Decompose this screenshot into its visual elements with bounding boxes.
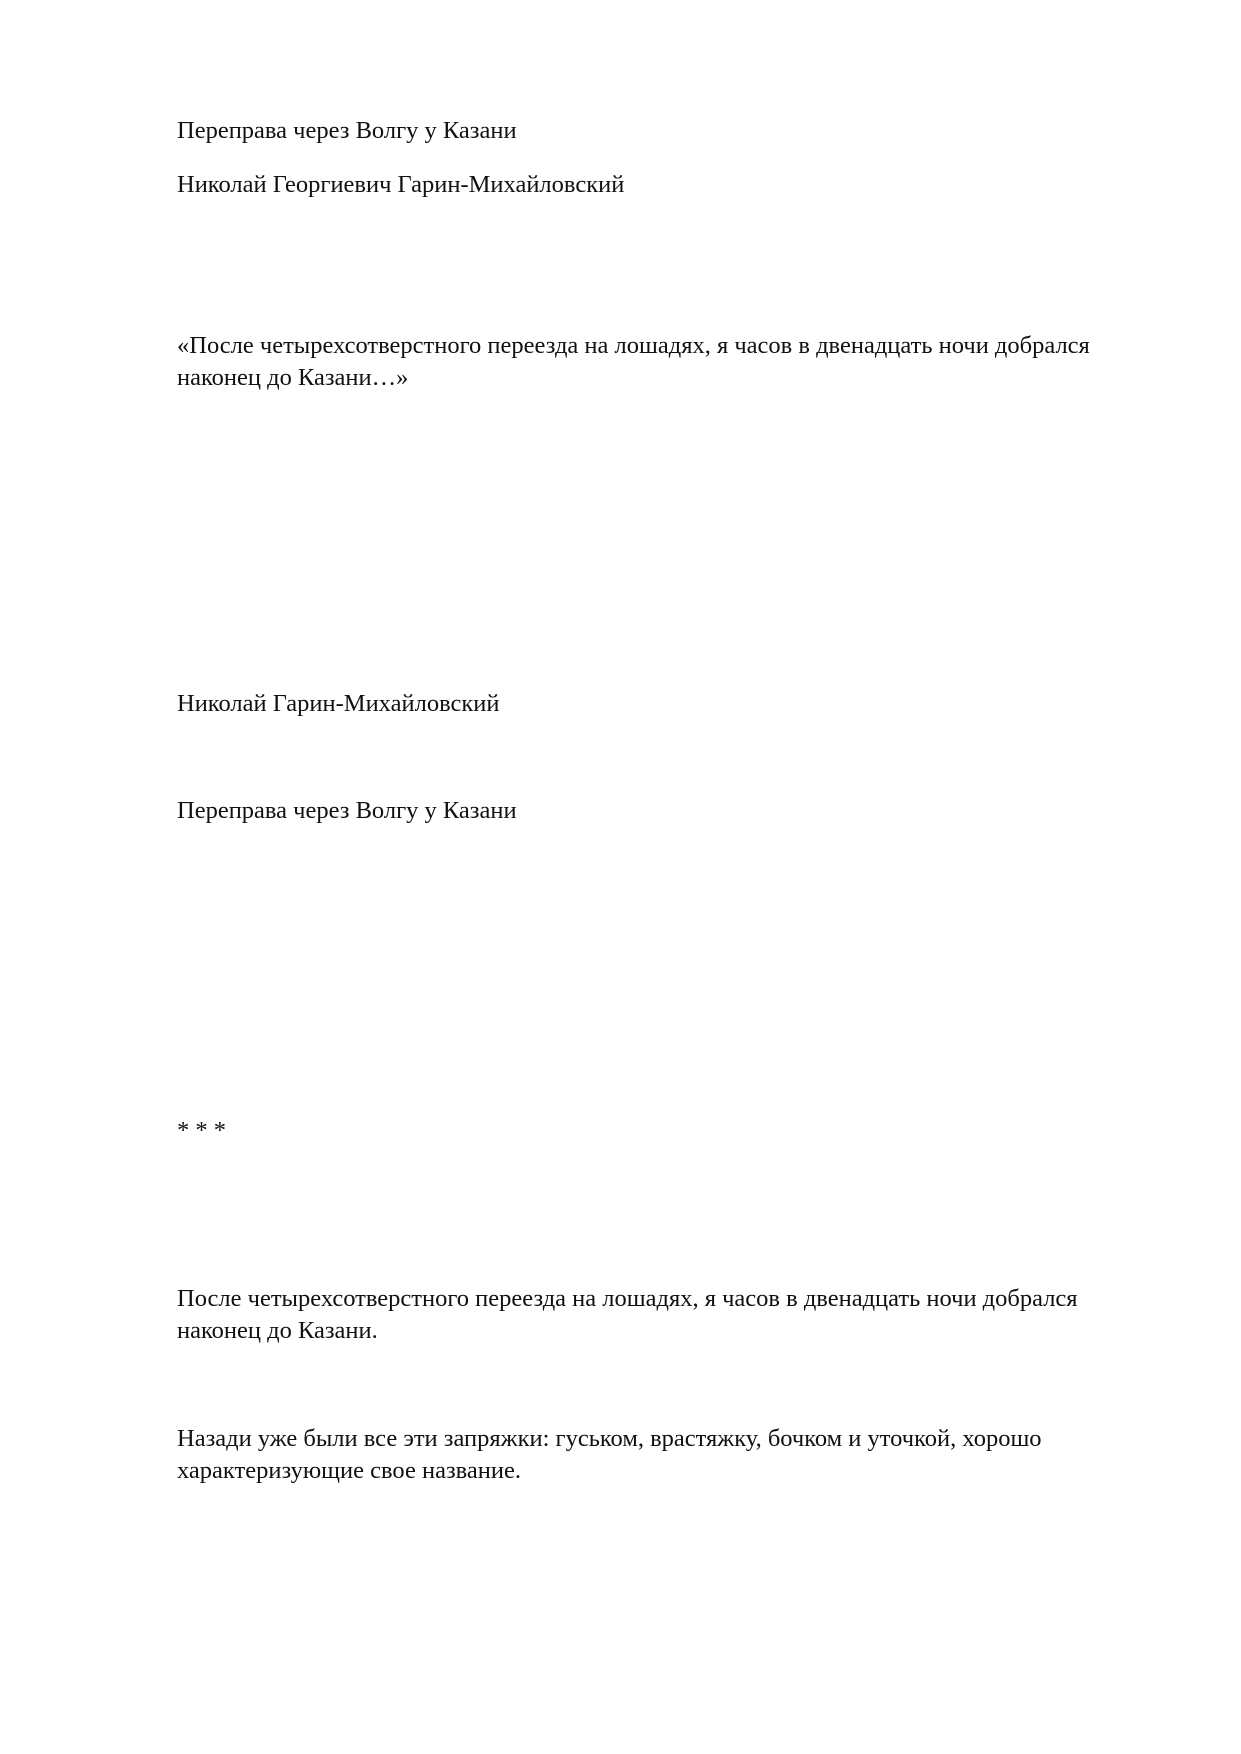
author-full-name: Николай Георгиевич Гарин-Михайловский (177, 171, 625, 198)
document-title: Переправа через Волгу у Казани (177, 117, 517, 144)
paragraph-1: После четырехсотверстного переезда на лошадях, я часов в двенадцать ночи добрался наконец до Казани. (177, 1285, 1078, 1344)
section-separator: * * * (177, 1117, 226, 1144)
annotation-quote: «После четырехсотверстного переезда на лошадях, я часов в двенадцать ночи добрался наконец до Казани…» (177, 332, 1090, 391)
author-short-name: Николай Гарин-Михайловский (177, 690, 500, 717)
title-repeat: Переправа через Волгу у Казани (177, 797, 517, 824)
paragraph-2: Назади уже были все эти запряжки: гуськом, врастяжку, бочком и уточкой, хорошо характеризующие свое название. (177, 1425, 1042, 1484)
